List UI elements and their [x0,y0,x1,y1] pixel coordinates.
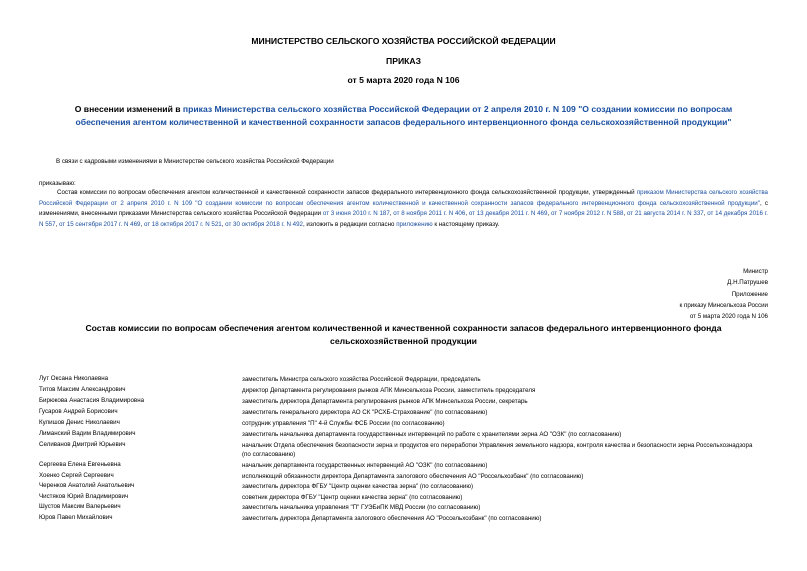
member-name: Кулишов Денис Николаевич [39,419,120,426]
link-order-187[interactable]: от 3 июня 2010 г. N 187 [322,210,390,218]
composition-title: Состав комиссии по вопросам обеспечения агентом количественной и качественной сохранности запасов федерального интервенционного фонда сельскохозяйственной продукции [85,323,722,346]
link-order-588[interactable]: от 7 ноября 2012 г. N 588 [550,210,624,218]
member-role: сотрудник управления "П" 4-й Службы ФСБ России (по согласованию) [242,420,445,427]
member-name: Сергеева Елена Евгеньевна [39,461,121,468]
order-text-2: , с изменениями, внесенными приказами Министерства сельского хозяйства Российской Федерации [39,199,768,218]
separator: , [623,210,627,218]
order-paragraph [39,188,768,231]
member-role: заместитель начальника управления "П" ГУЭБиПК МВД России (по согласованию) [242,504,481,511]
member-role: заместитель директора Департамента залогового обеспечения АО "Россельхозбанк" (по согласованию) [242,515,542,522]
member-name: Шустов Максим Валерьевич [39,503,121,510]
link-order-469-2011[interactable]: от 13 декабря 2011 г. N 469 [468,210,548,218]
member-role: заместитель генерального директора АО СК "РСХБ-Страхование" (по согласованию) [242,409,488,416]
separator: , [389,210,394,218]
link-order-521[interactable]: от 18 октября 2017 г. N 521 [143,221,222,229]
appendix-label: Приложение [731,291,768,298]
intro-paragraph: В связи с кадровыми изменениями в Министерстве сельского хозяйства Российской Федерации [56,158,334,165]
member-name: Лиманский Вадим Владимирович [39,430,136,437]
member-name: Хоенко Сергей Сергеевич [39,472,114,479]
member-role: начальник департамента государственных интервенций АО "ОЗК" (по согласованию) [242,462,488,469]
member-role: начальник Отдела обеспечения безопасности зерна и продуктов его переработки Управления земельного надзора, контроля качества и безопасности зерна Россельхознадзора (по согласованию) [242,442,753,458]
separator: , [547,210,551,218]
appendix-to-order: к приказу Минсельхоза России [679,302,768,309]
member-role: советник директора ФГБУ "Центр оценки качества зерна" (по согласованию) [242,494,463,501]
link-order-469-2017[interactable]: от 15 сентября 2017 г. N 469 [58,221,141,229]
separator: , [55,221,59,229]
signer-position: Министр [743,268,768,275]
member-name: Гусаров Андрей Борисович [39,408,118,415]
member-name: Титов Максим Александрович [39,386,126,393]
member-role: заместитель директора Департамента регулирования рынков АПК Минсельхоза России, секретарь [242,398,528,405]
order-text-4: к настоящему приказу. [432,221,500,229]
member-name: Черенков Анатолий Анатольевич [39,482,135,489]
order-word: приказываю: [39,180,76,187]
separator: , [140,221,144,229]
member-name: Чистяков Юрий Владимирович [39,493,129,500]
separator: , [703,210,708,218]
link-order-492[interactable]: от 30 октября 2018 г. N 492 [225,221,303,229]
order-text-1: Состав комиссии по вопросам обеспечения агентом количественной и качественной сохранности запасов федерального интервенционного фонда сельскохозяйственной продукции, утвержденный [57,189,637,196]
title-prefix: О внесении изменений в [74,104,183,114]
appendix-date: от 5 марта 2020 года N 106 [689,313,768,320]
separator: , [221,221,226,229]
member-role: заместитель Министра сельского хозяйства Российской Федерации, председатель [242,376,481,383]
order-heading: ПРИКАЗ [386,56,421,66]
member-role: заместитель директора ФГБУ "Центр оценки качества зерна" (по согласованию) [242,483,474,490]
member-role: директор Департамента регулирования рынков АПК Минсельхоза России, заместитель председателя [242,387,536,394]
link-appendix[interactable]: приложению [396,221,433,229]
link-order-109[interactable]: приказом Министерства сельского хозяйства Российской Федерации от 2 апреля 2010 г. N 109 "О создании комиссии по вопросам обеспечения агентом количественной и качественной сохранности запасов федерального интервенционного фонда сельскохозяйственной продукции" [39,189,768,207]
title-link[interactable]: приказ Министерства сельского хозяйства Российской Федерации от 2 апреля 2010 г. N 109 "О создании комиссии по вопросам обеспечения агентом количественной и качественной сохранности запасов федерального интервенционного фонда сельскохозяйственной продукции" [75,104,733,127]
member-name: Бирюкова Анастасия Владимировна [39,397,145,404]
link-order-337[interactable]: от 21 августа 2014 г. N 337 [626,210,704,218]
order-text-3: , изложить в редакции согласно [302,221,397,229]
link-order-406[interactable]: от 8 ноября 2011 г. N 406 [393,210,466,218]
ministry-heading: МИНИСТЕРСТВО СЕЛЬСКОГО ХОЗЯЙСТВА РОССИЙСКОЙ ФЕДЕРАЦИИ [251,36,556,46]
member-name: Юров Павел Михайлович [39,514,113,521]
signer-name: Д.Н.Патрушев [727,279,768,286]
document-title [52,103,755,128]
member-name: Селиванов Дмитрий Юрьевич [39,441,126,448]
member-name: Лут Оксана Николаевна [39,375,109,382]
member-role: исполняющий обязанности директора Департамента залогового обеспечения АО "Россельхозбанк" (по согласованию) [242,473,584,480]
order-date-number: от 5 марта 2020 года N 106 [347,75,460,85]
link-order-557[interactable]: от 14 декабря 2016 г. N 557 [39,210,768,229]
separator: , [465,210,469,218]
member-role: заместитель начальника департамента государственных интервенций по работе с хранителями зерна АО "ОЗК" (по согласованию) [242,431,622,438]
